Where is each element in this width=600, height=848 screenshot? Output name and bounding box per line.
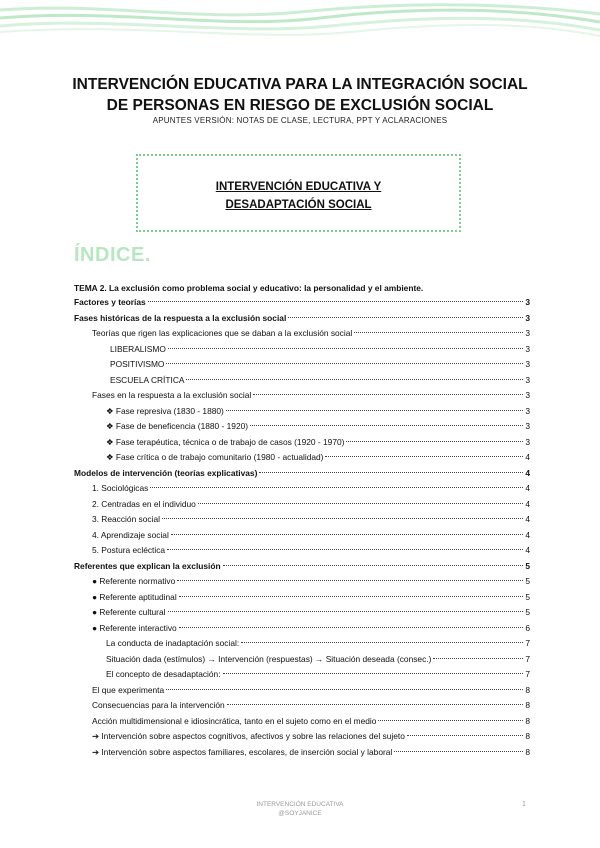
footer-subject: INTERVENCIÓN EDUCATIVA — [256, 801, 344, 808]
subject-title-box — [136, 154, 461, 232]
toc-entry[interactable] — [74, 342, 530, 358]
toc-entry[interactable] — [74, 574, 530, 590]
toc-entry[interactable] — [74, 636, 530, 652]
toc-leader — [186, 379, 523, 380]
toc-entry[interactable] — [74, 295, 530, 311]
toc-entry[interactable] — [74, 729, 530, 745]
toc-entry[interactable] — [74, 404, 530, 420]
toc-leader — [227, 704, 524, 705]
toc-entry-label: ● Referente aptitudinal — [92, 591, 177, 602]
toc-entry-label: Referentes que explican la exclusión — [74, 560, 221, 571]
toc-entry[interactable] — [74, 667, 530, 683]
toc-entry-label: ● Referente cultural — [92, 607, 166, 617]
toc-leader — [288, 317, 523, 318]
toc-leader — [259, 472, 523, 473]
toc-entry-label: El concepto de desadaptación: — [106, 669, 221, 679]
toc-page-number: 3 — [525, 359, 530, 369]
toc-entry-label: La conducta de inadaptación social: — [106, 638, 240, 648]
toc-entry-label: ❖ Fase represiva (1830 - 1880) — [106, 405, 224, 416]
toc-leader — [223, 673, 524, 674]
toc-leader — [378, 720, 523, 721]
toc-entry-label: 4. Aprendizaje social — [92, 529, 169, 540]
toc-leader — [198, 503, 524, 504]
toc-tema-heading[interactable] — [74, 282, 530, 295]
toc-entry[interactable] — [74, 652, 530, 668]
toc-page-number: 7 — [525, 669, 530, 679]
toc-entry[interactable] — [74, 388, 530, 404]
toc-entry-label: ESCUELA CRÍTICA — [110, 374, 185, 385]
toc-page-number: 5 — [525, 607, 530, 617]
toc-entry-label: Fases históricas de la respuesta a la exclusión social — [74, 312, 287, 323]
toc-entry-label: Fases en la respuesta a la exclusión social — [92, 390, 252, 400]
toc-entry-label: ➔ Intervención sobre aspectos familiares, escolares, de inserción social y laboral — [92, 746, 393, 757]
toc-page-number: 4 — [525, 452, 530, 462]
toc-entry-label: LIBERALISMO — [110, 343, 166, 354]
toc-leader — [325, 456, 523, 457]
toc-page-number: 5 — [525, 591, 530, 602]
toc-leader — [177, 580, 523, 581]
toc-entry-label: ❖ Fase crítica o de trabajo comunitario (1980 - actualidad) — [106, 452, 324, 462]
toc-entry[interactable] — [74, 559, 530, 575]
toc-page-number: 8 — [525, 715, 530, 726]
toc-page-number: 4 — [525, 514, 530, 524]
toc-leader — [394, 751, 523, 752]
toc-entry-label: El que experimenta — [92, 684, 165, 695]
toc-leader — [150, 487, 523, 488]
toc-page-number: 7 — [525, 638, 530, 648]
toc-page-number: 5 — [525, 560, 530, 571]
toc-page-number: 7 — [525, 653, 530, 664]
toc-page-number: 4 — [525, 545, 530, 555]
toc-entry[interactable] — [74, 326, 530, 342]
footer-author: @SOYJANICE — [278, 810, 322, 817]
toc-entry[interactable] — [74, 543, 530, 559]
toc-entry-label: ❖ Fase terapéutica, técnica o de trabajo de casos (1920 - 1970) — [106, 436, 345, 447]
toc-page-number: 4 — [525, 467, 530, 478]
toc-leader — [179, 596, 524, 597]
toc-leader — [407, 735, 523, 736]
toc-page-number: 4 — [525, 483, 530, 493]
index-heading: ÍNDICE. — [74, 244, 151, 266]
toc-page-number: 8 — [525, 684, 530, 695]
document-subtitle: APUNTES VERSIÓN: NOTAS DE CLASE, LECTURA, PPT Y ACLARACIONES — [152, 116, 448, 125]
toc-leader — [250, 425, 523, 426]
toc-entry[interactable] — [74, 311, 530, 327]
toc-leader — [162, 518, 523, 519]
toc-entry[interactable] — [74, 450, 530, 466]
header-wave-decoration — [0, 0, 600, 48]
toc-entry[interactable] — [74, 481, 530, 497]
toc-page-number: 8 — [525, 700, 530, 710]
toc-leader — [226, 410, 523, 411]
toc-entry-label: ● Referente interactivo — [92, 622, 177, 633]
toc-entry-label: 3. Reacción social — [92, 514, 160, 524]
toc-page-number: 6 — [525, 622, 530, 633]
toc-entry[interactable] — [74, 435, 530, 451]
toc-page-number: 3 — [525, 343, 530, 354]
toc-leader — [433, 658, 523, 659]
toc-leader — [171, 534, 524, 535]
toc-entry-label: Consecuencias para la intervención — [92, 700, 225, 710]
toc-leader — [168, 611, 524, 612]
toc-entry-label: 1. Sociológicas — [92, 483, 149, 493]
toc-entry-label: Factores y teorías — [74, 297, 146, 307]
toc-entry[interactable] — [74, 419, 530, 435]
toc-entry-label: ➔ Intervención sobre aspectos cognitivos, afectivos y sobre las relaciones del sujeto — [92, 731, 405, 741]
toc-leader — [166, 689, 523, 690]
toc-tema-label: TEMA 2. La exclusión como problema social y educativo: la personalidad y el ambiente. — [74, 283, 424, 293]
toc-page-number: 3 — [525, 390, 530, 400]
toc-leader — [167, 549, 523, 550]
toc-page-number: 4 — [525, 529, 530, 540]
toc-entry[interactable] — [74, 698, 530, 714]
toc-leader — [168, 348, 523, 349]
toc-entry[interactable] — [74, 497, 530, 513]
page-number: 1 — [522, 801, 526, 808]
toc-entry-label: Acción multidimensional e idiosincrática, tanto en el sujeto como en el medio — [92, 715, 377, 726]
subject-title-line2: DESADAPTACIÓN SOCIAL — [225, 199, 372, 211]
toc-entry-label: Teorías que rigen las explicaciones que se daban a la exclusión social — [92, 328, 353, 338]
toc-entry-label: Situación dada (estímulos) → Intervención (respuestas) → Situación deseada (consec.) — [106, 653, 432, 664]
toc-leader — [241, 642, 523, 643]
toc-leader — [223, 565, 524, 566]
toc-entry-label: 2. Centradas en el individuo — [92, 498, 196, 509]
toc-entry-label: POSITIVISMO — [110, 359, 165, 369]
toc-entry[interactable] — [74, 528, 530, 544]
toc-leader — [253, 394, 523, 395]
toc-entry-label: Modelos de intervención (teorías explicativas) — [74, 467, 258, 478]
toc-page-number: 3 — [525, 328, 530, 338]
toc-page-number: 3 — [525, 421, 530, 431]
toc-page-number: 5 — [525, 576, 530, 586]
toc-entry-label: 5. Postura ecléctica — [92, 545, 166, 555]
toc-entry[interactable] — [74, 373, 530, 389]
document-title-line2: DE PERSONAS EN RIESGO DE EXCLUSIÓN SOCIAL — [106, 97, 494, 114]
toc-leader — [166, 363, 523, 364]
toc-entry[interactable] — [74, 683, 530, 699]
table-of-contents — [74, 282, 530, 760]
toc-page-number: 3 — [525, 312, 530, 323]
toc-entry[interactable] — [74, 590, 530, 606]
toc-page-number: 8 — [525, 731, 530, 741]
toc-page-number: 3 — [525, 374, 530, 385]
toc-entry[interactable] — [74, 512, 530, 528]
toc-page-number: 3 — [525, 436, 530, 447]
toc-leader — [354, 332, 523, 333]
toc-entry[interactable] — [74, 357, 530, 373]
toc-page-number: 8 — [525, 746, 530, 757]
toc-page-number: 3 — [525, 405, 530, 416]
toc-leader — [346, 441, 523, 442]
toc-leader — [148, 301, 524, 302]
document-title-line1: INTERVENCIÓN EDUCATIVA PARA LA INTEGRACIÓN SOCIAL — [72, 76, 528, 93]
toc-entry[interactable] — [74, 745, 530, 761]
toc-entry[interactable] — [74, 466, 530, 482]
subject-title-line1: INTERVENCIÓN EDUCATIVA Y — [215, 181, 382, 193]
toc-entry-label: ❖ Fase de beneficencia (1880 - 1920) — [106, 421, 249, 431]
toc-entry[interactable] — [74, 605, 530, 621]
toc-page-number: 4 — [525, 498, 530, 509]
toc-entry-label: ● Referente normativo — [92, 576, 176, 586]
toc-leader — [179, 627, 524, 628]
toc-entry[interactable] — [74, 714, 530, 730]
toc-entry[interactable] — [74, 621, 530, 637]
toc-page-number: 3 — [525, 297, 530, 307]
